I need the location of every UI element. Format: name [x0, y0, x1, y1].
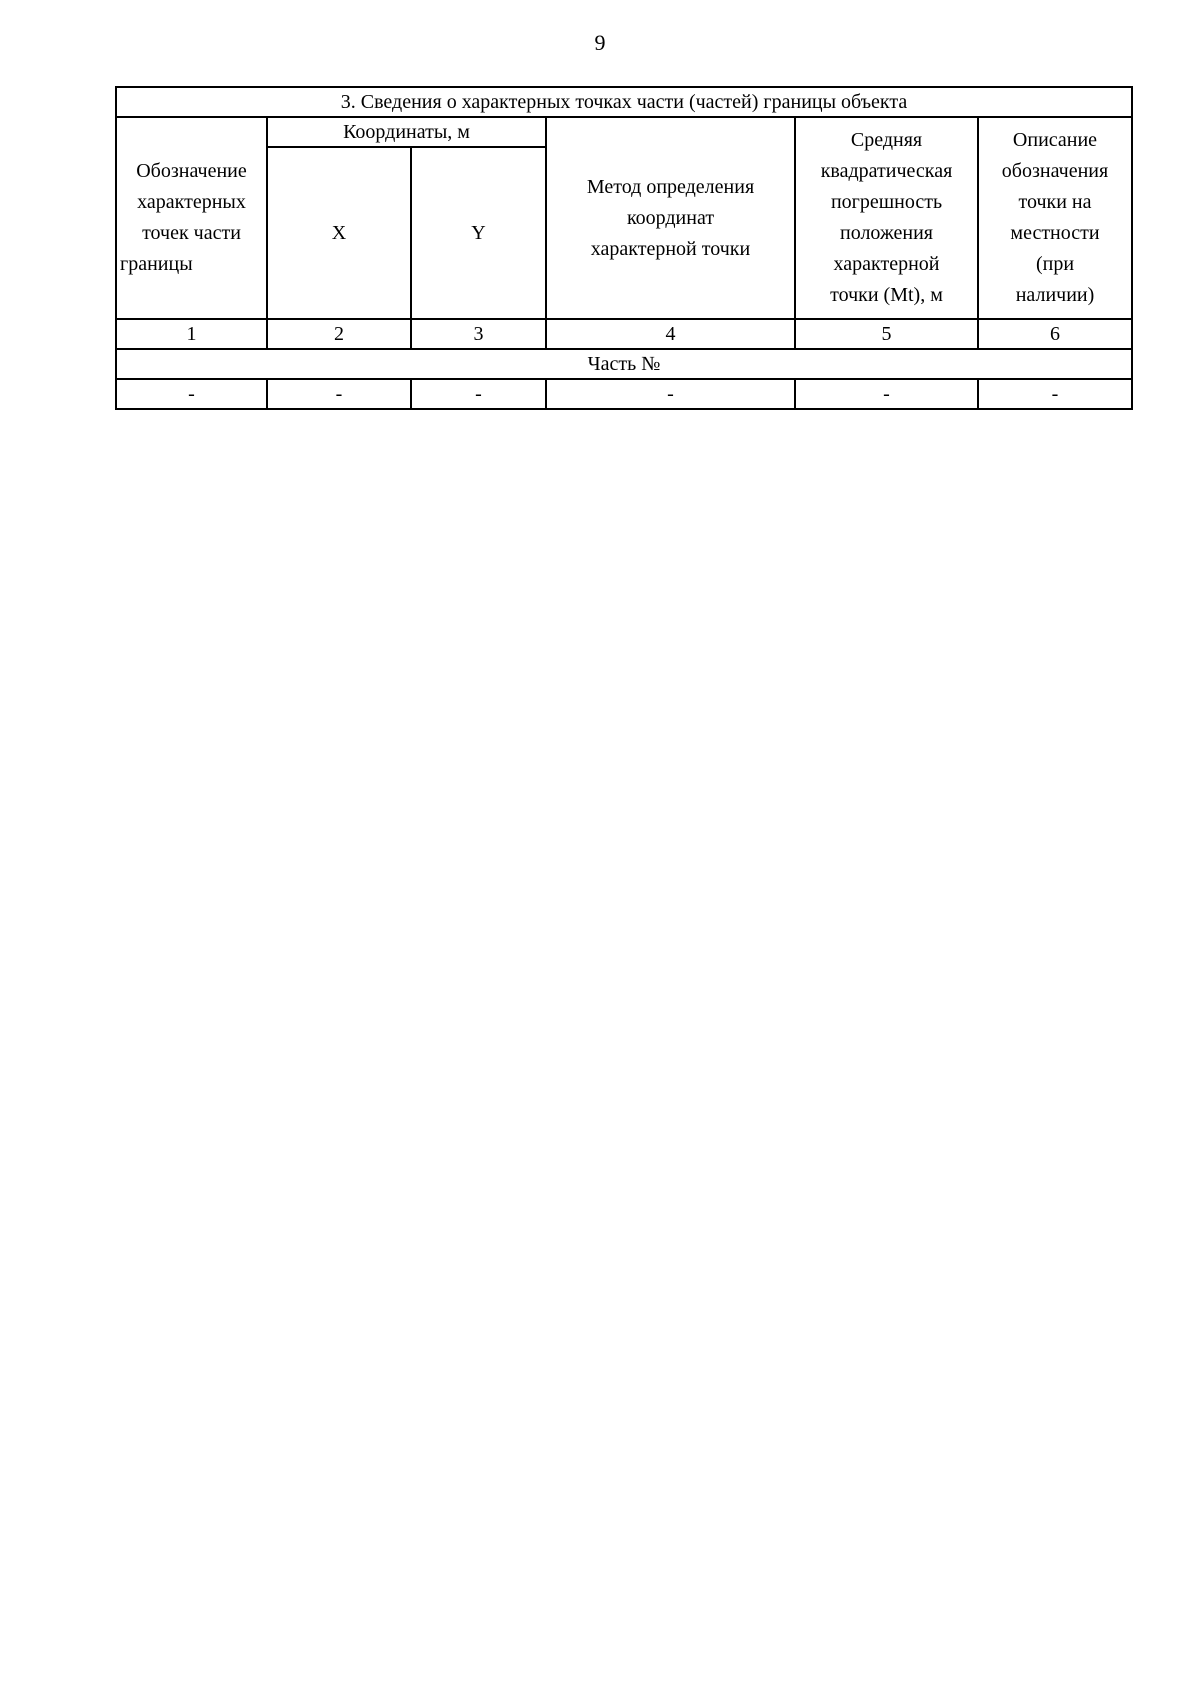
page-number: 9	[594, 30, 606, 55]
table-row	[116, 379, 1132, 409]
table-cell: -	[546, 379, 795, 409]
header-method: Метод определения координат характерной точки	[546, 117, 795, 319]
column-numbers-row	[116, 319, 1132, 349]
column-number: 3	[411, 319, 546, 349]
table-cell: -	[267, 379, 411, 409]
header-upper-row	[116, 117, 1132, 147]
table-cell: -	[116, 379, 267, 409]
characteristic-points-table	[115, 86, 1133, 410]
table-cell: -	[411, 379, 546, 409]
column-number: 6	[978, 319, 1132, 349]
table-cell: -	[978, 379, 1132, 409]
header-error: Средняя квадратическая погрешность положения характерной точки (Mt), м	[795, 117, 978, 319]
part-row	[116, 349, 1132, 379]
part-label: Часть №	[116, 349, 1132, 379]
header-coordinates: Координаты, м	[267, 117, 546, 147]
column-number: 4	[546, 319, 795, 349]
header-description: Описание обозначения точки на местности (при наличии)	[978, 117, 1132, 319]
section-title: 3. Сведения о характерных точках части (частей) границы объекта	[116, 87, 1132, 117]
column-number: 5	[795, 319, 978, 349]
column-number: 2	[267, 319, 411, 349]
column-number: 1	[116, 319, 267, 349]
header-y: Y	[411, 147, 546, 319]
section-title-row	[116, 87, 1132, 117]
table-cell: -	[795, 379, 978, 409]
header-designation: Обозначение характерных точек части границы	[116, 117, 267, 319]
header-x: X	[267, 147, 411, 319]
